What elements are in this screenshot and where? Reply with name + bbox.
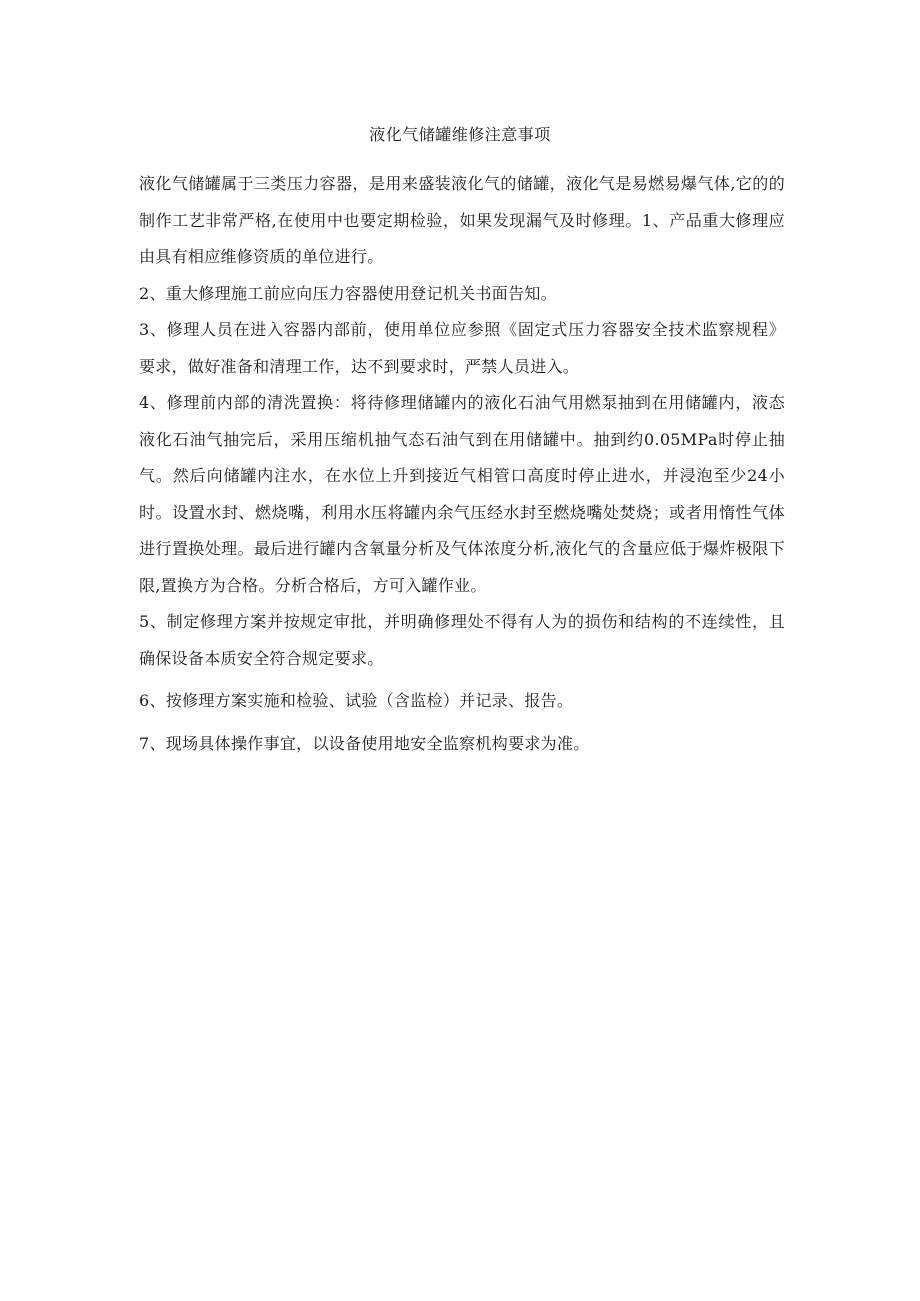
paragraph-intro: 液化气储罐属于三类压力容器，是用来盛装液化气的储罐，液化气是易燃易爆气体,它的的制作工艺非常严格,在使用中也要定期检验，如果发现漏气及时修理。1、产品重大修理应由具有相应维修资质的单位进行。 (139, 174, 785, 266)
paragraph-item-3: 3、修理人员在进入容器内部前，使用单位应参照《固定式压力容器安全技术监察规程》要求，做好准备和清理工作，达不到要求时，严禁人员进入。 (139, 320, 785, 376)
paragraph-item-6: 6、按修理方案实施和检验、试验（含监检）并记录、报告。 (139, 691, 574, 710)
paragraph-item-5: 5、制定修理方案并按规定审批，并明确修理处不得有人为的损伤和结构的不连续性，且确保设备本质安全符合规定要求。 (139, 612, 785, 668)
document-title: 液化气储罐维修注意事项 (369, 125, 551, 144)
paragraph-item-4: 4、修理前内部的清洗置换：将待修理储罐内的液化石油气用燃泵抽到在用储罐内，液态液化石油气抽完后，采用压缩机抽气态石油气到在用储罐中。抽到约0.05MPa时停止抽气。然后向储罐内注水，在水位上升到接近气相管口高度时停止进水，并浸泡至少24小时。设置水封、燃烧嘴，利用水压将罐内余气压经水封至燃烧嘴处焚烧；或者用惰性气体进行置换处理。最后进行罐内含氧量分析及气体浓度分析,液化气的含量应低于爆炸极限下限,置换方为合格。分析合格后，方可入罐作业。 (139, 393, 785, 595)
document-body (139, 166, 785, 762)
paragraph-item-7: 7、现场具体操作事宜，以设备使用地安全监察机构要求为准。 (139, 733, 590, 753)
paragraph-item-2: 2、重大修理施工前应向压力容器使用登记机关书面告知。 (139, 283, 557, 303)
